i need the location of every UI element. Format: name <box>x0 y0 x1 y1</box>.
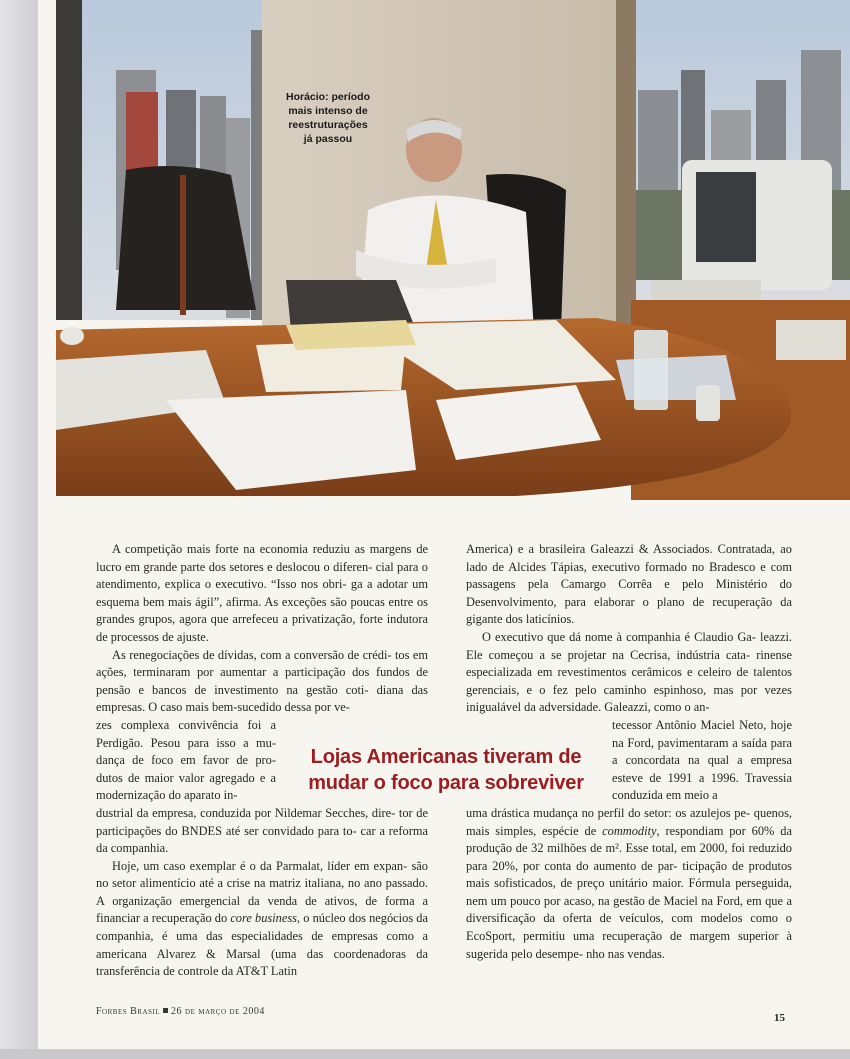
paragraph <box>96 858 428 981</box>
text-line: tecessor Antônio Maciel Neto, <box>612 717 767 732</box>
text-line: dustrial da empresa, conduzida por Nildemar Secches, dire- <box>96 805 396 820</box>
text-line: leazzi. Ele começou a se projetar na Cecrisa, indústria cata- <box>466 629 792 662</box>
text-line: tos em ações, terminaram por aumentar a participação dos <box>96 647 428 680</box>
text-line: empresas como a americana Alvarez & Marsal (uma das <box>96 929 429 961</box>
text-line: passado. A organização emergencial da venda de ativos, de <box>96 876 428 908</box>
text-line: dos negócios da companhia, é uma das especialidades de <box>96 911 428 944</box>
text-line: car a reforma da companhia. <box>96 823 428 856</box>
article-column-right <box>466 541 792 963</box>
text-line: diana das empresas. O caso mais bem-sucedido dessa por ve- <box>96 682 428 715</box>
caption-line: mais intenso de <box>288 105 368 117</box>
text-line: por 60% da produção de 32 milhões de m². Esse total, em <box>466 823 792 856</box>
paragraph-wrap <box>612 717 792 805</box>
text-line: Perdigão. Pesou para isso a mu- <box>96 735 276 750</box>
text-line: hoje na Ford, pavimentaram a <box>612 717 792 750</box>
caption-line: reestruturações <box>288 119 368 131</box>
text-line: saída para a concordata na qual <box>612 735 792 768</box>
text-line: 2000, foi reduzido para 20%, por conta do aumento de par- <box>466 841 793 873</box>
text-line: ticipação de produtos mais sofisticados, de preço unitário <box>466 858 792 891</box>
text-line: a empresa esteve de 1991 a 1996. <box>612 753 792 785</box>
text-line: uma drástica mudança no perfil do setor: os azulejos pe- <box>466 805 751 820</box>
text-line: America) e a brasileira Galeazzi & Associados. Contratada, <box>466 542 776 556</box>
text-line: são poucas entre os grandes grupos, agora que arrefeceu a <box>96 594 428 627</box>
photo-caption <box>280 90 376 146</box>
text-line: zes complexa convivência foi a <box>96 717 276 732</box>
text-line: , o núcleo <box>297 911 346 926</box>
paragraph <box>96 647 428 717</box>
text-line: nho nas vendas. <box>586 946 665 961</box>
text-line: por vezes inigualável da adversidade. Galeazzi, como o an- <box>466 682 792 715</box>
text-line: gigante dos laticínios. <box>466 612 575 627</box>
office-illustration <box>56 0 850 502</box>
text-line: fundos de pensão e bancos de investimento na gestão coti- <box>96 665 428 697</box>
paragraph <box>466 629 792 717</box>
text-line: e com passagens pela Camargo Corrêa e pelo Ministério do <box>466 559 792 592</box>
italic-term: core business <box>230 911 297 926</box>
caption-line: já passou <box>303 133 353 145</box>
issue-date: 26 de março de 2004 <box>171 1006 265 1017</box>
pull-headline: Lojas Americanas tiveram de mudar o foco para sobreviver <box>308 746 584 794</box>
text-line: rinense especializada em revestimentos cerâmicos e celeiro <box>466 647 792 680</box>
text-line: recuperação de margem superior à sugerida pelo desempe- <box>466 929 792 961</box>
scan-margin <box>0 0 38 1059</box>
text-line: forma a financiar a recuperação do <box>96 893 428 926</box>
text-line: Desenvolvimento, para elaborar o plano de recuperação da <box>466 594 792 609</box>
publication-name: Forbes Brasil <box>96 1006 161 1017</box>
text-line: dança de foco em favor de pro- <box>96 753 276 768</box>
paragraph-continued <box>466 805 792 963</box>
caption-line: Horácio: período <box>285 91 370 103</box>
page-number: 15 <box>774 1012 785 1024</box>
text-line: , respondiam <box>656 823 724 838</box>
text-line: a modernização do aparato in- <box>96 770 276 803</box>
text-line: coordenadoras da transferência de controle da AT&T Latin <box>96 946 428 979</box>
text-line: de lucro em grande parte dos setores e deslocou o diferen- <box>96 542 429 574</box>
text-line: maior. Fórmula perseguida, nem um pouco por acaso, na <box>466 876 792 908</box>
paragraph-wrap <box>96 717 276 805</box>
paragraph-continued <box>96 805 428 858</box>
text-line: tor de participações do BNDES até ser convidado para to- <box>96 805 428 838</box>
text-line: A competição mais forte na economia reduziu as margens <box>112 542 412 556</box>
page-footer <box>96 1006 265 1017</box>
scan-bottom-edge <box>0 1049 850 1059</box>
paragraph-continued <box>466 541 792 629</box>
paragraph <box>96 541 428 647</box>
italic-term: commodity <box>602 823 657 838</box>
text-line: ao lado de Alcides Tápias, executivo formado no Bradesco <box>466 542 792 574</box>
text-line: de talentos gerenciais, e o fez pelo caminho espinhoso, mas <box>466 665 792 697</box>
separator-square-icon <box>163 1008 168 1013</box>
text-line: quenos, mais simples, espécie de <box>466 805 792 838</box>
text-line: são no setor alimentício até a crise na matriz italiana, no ano <box>96 858 429 891</box>
text-line: As renegociações de dívidas, com a conversão de crédi- <box>112 647 392 662</box>
text-line: Hoje, um caso exemplar é o da Parmalat, líder em expan- <box>112 858 408 873</box>
text-line: Travessia conduzida em meio a <box>612 770 792 803</box>
text-line: de veículos, com modelos como o EcoSport, permitiu uma <box>466 911 792 944</box>
text-line: ga a adotar um esquema bem mais ágil”, afirma. As exceções <box>96 577 428 609</box>
text-line: privatização, forte indutora de processos de ajuste. <box>96 612 428 644</box>
text-line: dutos de maior valor agregado e <box>96 770 266 785</box>
text-line: gestão de Maciel na Ford, em que a diversificação da oferta <box>466 893 792 926</box>
text-line: O executivo que dá nome à companhia é Claudio Ga- <box>482 629 756 644</box>
executive-office-photo <box>56 0 850 502</box>
text-line: cial para o atendimento, explica o executivo. “Isso nos obri- <box>96 559 428 592</box>
